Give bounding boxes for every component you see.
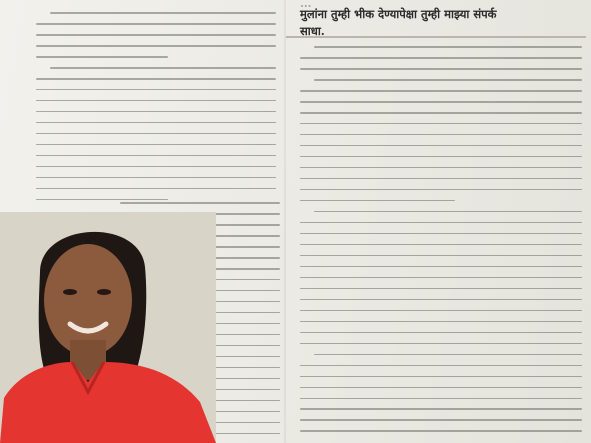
text-line	[314, 354, 582, 356]
text-line	[50, 12, 276, 14]
text-line	[300, 299, 582, 301]
text-line	[314, 79, 582, 81]
text-line	[36, 34, 276, 36]
text-line	[300, 321, 582, 323]
text-line	[300, 365, 582, 367]
left-column-text	[36, 12, 276, 197]
text-line	[300, 189, 582, 191]
text-line	[300, 408, 582, 410]
text-line	[36, 111, 276, 113]
text-line	[314, 211, 582, 213]
article-headline	[300, 0, 590, 40]
text-line	[314, 46, 582, 48]
text-line	[300, 419, 582, 421]
face	[44, 244, 132, 356]
text-line	[36, 23, 276, 25]
text-line	[50, 67, 276, 69]
text-line	[300, 178, 582, 180]
text-line	[300, 244, 582, 246]
text-line	[36, 100, 276, 102]
page-fold	[284, 0, 286, 443]
text-line	[300, 387, 582, 389]
headline-line: …	[300, 0, 312, 10]
headline-line: मुलांना तुम्ही भीक देण्यापेक्षा तुम्ही माझ्या संपर्क	[300, 7, 497, 21]
text-line	[300, 343, 582, 345]
text-line	[300, 112, 582, 114]
text-line	[300, 90, 582, 92]
text-line	[36, 122, 276, 124]
text-line	[300, 101, 582, 103]
text-line	[36, 188, 276, 190]
text-line	[300, 332, 582, 334]
text-line	[300, 398, 582, 400]
text-line	[36, 89, 276, 91]
text-line	[36, 166, 276, 168]
text-line	[36, 78, 276, 80]
text-line	[300, 222, 582, 224]
text-line	[36, 177, 276, 179]
text-line	[300, 255, 582, 257]
portrait-photo	[0, 212, 216, 443]
text-line	[300, 288, 582, 290]
text-line	[36, 199, 168, 201]
text-line	[300, 266, 582, 268]
headline-line: साधा.	[300, 24, 325, 38]
text-line	[36, 144, 276, 146]
text-line	[36, 56, 168, 58]
text-line	[300, 310, 582, 312]
text-line	[36, 155, 276, 157]
text-line	[300, 233, 582, 235]
text-line	[300, 200, 455, 202]
text-line	[120, 202, 280, 204]
text-line	[300, 134, 582, 136]
text-line	[36, 45, 276, 47]
text-line	[300, 145, 582, 147]
text-line	[300, 167, 582, 169]
text-line	[300, 376, 582, 378]
text-line	[300, 68, 582, 70]
right-eye	[97, 289, 111, 295]
left-eye	[63, 289, 77, 295]
text-line	[300, 57, 582, 59]
text-line	[36, 133, 276, 135]
text-line	[300, 430, 582, 432]
text-line	[300, 123, 582, 125]
right-column-text	[300, 46, 582, 443]
text-line	[300, 277, 582, 279]
text-line	[300, 156, 582, 158]
